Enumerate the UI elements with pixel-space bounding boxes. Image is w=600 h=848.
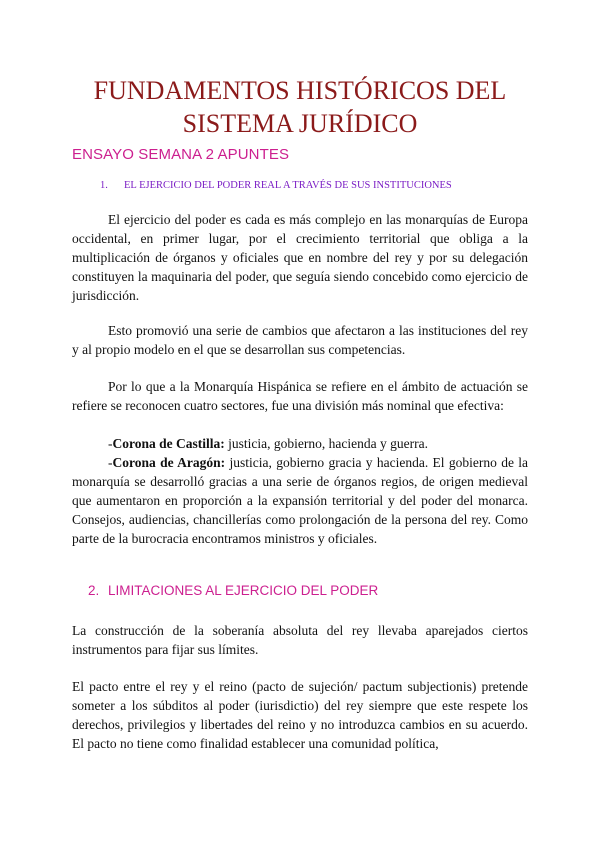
- section-1-paragraph-1: El ejercicio del poder es cada es más complejo en las monarquías de Europa occidental, en primer lugar, por el crecimiento territorial que obliga a la multiplicación de órganos y oficiales que en nombre del rey y por su delegación constituyen la maquinaria del poder, que seguía siendo concebido como ejercicio de jurisdicción.: [72, 212, 528, 303]
- aragon-label: Corona de Aragón:: [112, 455, 226, 470]
- section-2-number: 2.: [88, 583, 100, 598]
- section-1-paragraph-3: Por lo que a la Monarquía Hispánica se refiere en el ámbito de actuación se refiere se reconocen cuatro sectores, fue una división más nominal que efectiva:: [72, 379, 528, 413]
- section-2-heading: [88, 583, 378, 598]
- document-subtitle: ENSAYO SEMANA 2 APUNTES: [72, 146, 290, 163]
- section-1-heading: [100, 180, 452, 191]
- section-2-paragraph-2: El pacto entre el rey y el reino (pacto de sujeción/ pactum subjectionis) pretende someter a los súbditos al poder (iurisdictio) del rey siempre que este respete los derechos, privilegios y libertades del reino y no introduzca cambios en su acuerdo. El pacto no tiene como finalidad establecer una comunidad política,: [72, 679, 528, 751]
- section-1-title: EL EJERCICIO DEL PODER REAL A TRAVÉS DE SUS INSTITUCIONES: [124, 180, 452, 191]
- aragon-text: justicia, gobierno gracia y hacienda. El gobierno de la monarquía se desarrolló gracias a una serie de órganos regios, de origen medieval que aumentaron en proporción a la expansión territorial y del poder del monarca. Consejos, audiencias, chancillerías como prolongación de la persona del rey. Como parte de la burocracia encontramos ministros y oficiales.: [72, 455, 529, 546]
- section-1-number: 1.: [100, 180, 108, 191]
- section-2-title: LIMITACIONES AL EJERCICIO DEL PODER: [108, 583, 379, 598]
- castilla-label: Corona de Castilla:: [112, 436, 225, 451]
- aragon-item: -Corona de Aragón: justicia, gobierno gracia y hacienda. El gobierno de la monarquía se desarrolló gracias a una serie de órganos regios, de origen medieval que aumentaron en proporción a la expansión territorial y del poder del monarca. Consejos, audiencias, chancillerías como prolongación de la persona del rey. Como parte de la burocracia encontramos ministros y oficiales.: [72, 455, 529, 546]
- castilla-text: justicia, gobierno, hacienda y guerra.: [224, 436, 428, 451]
- document-title: FUNDAMENTOS HISTÓRICOS DEL SISTEMA JURÍDICO: [93, 76, 507, 138]
- section-1-paragraph-2: Esto promovió una serie de cambios que afectaron a las instituciones del rey y al propio modelo en el que se desarrollan sus competencias.: [72, 323, 528, 357]
- section-2-paragraph-1: La construcción de la soberanía absoluta del rey llevaba aparejados ciertos instrumentos para fijar sus límites.: [72, 623, 528, 657]
- castilla-item: -Corona de Castilla: justicia, gobierno, hacienda y guerra.: [108, 436, 428, 451]
